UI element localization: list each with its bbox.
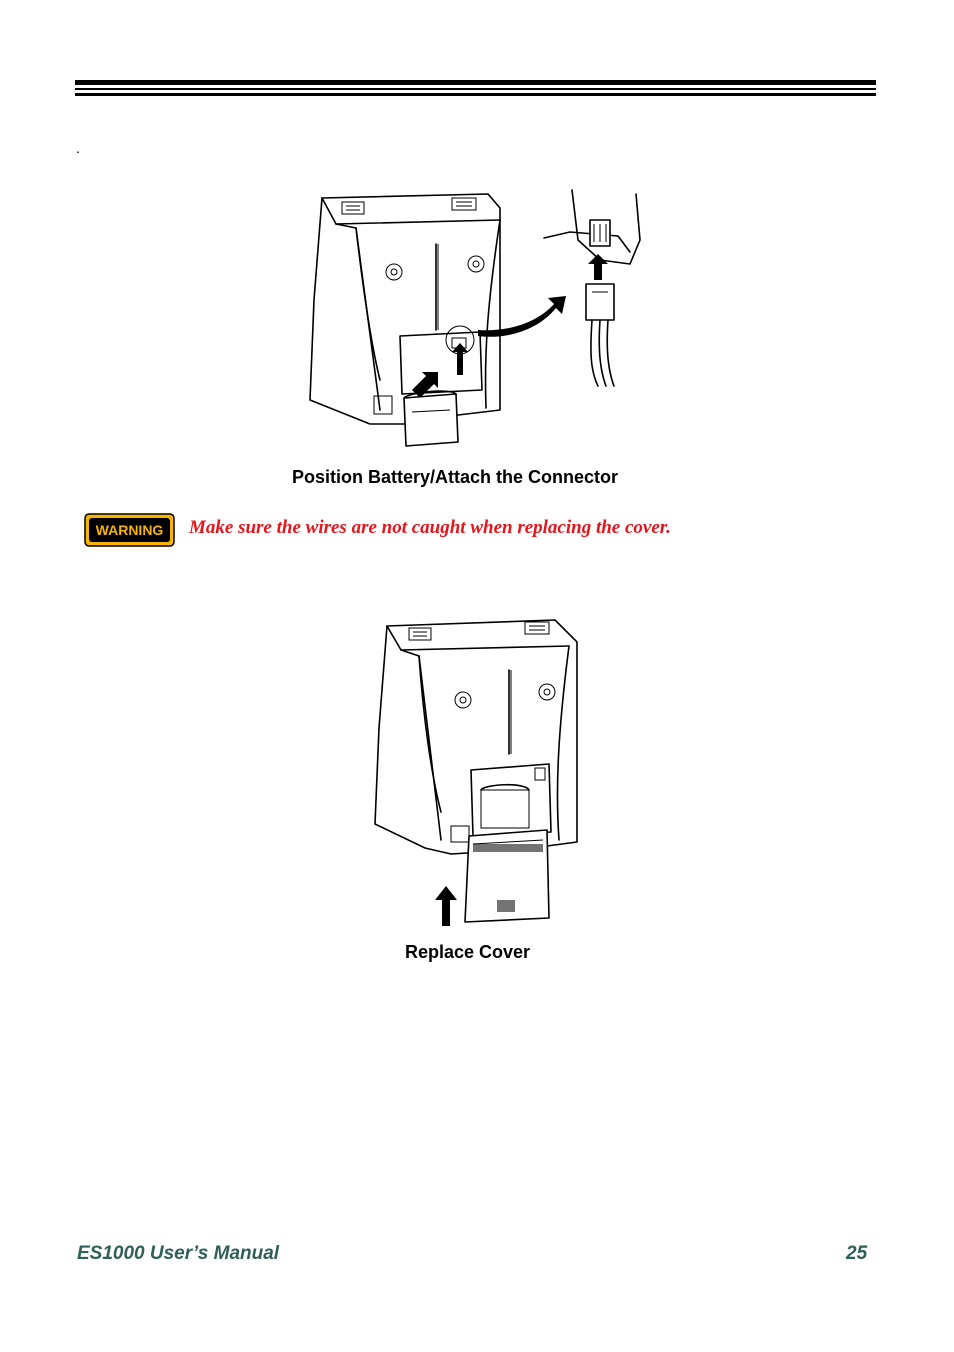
stray-mark: .: [76, 140, 80, 156]
footer-manual-title: ES1000 User’s Manual: [77, 1243, 280, 1264]
figure1-caption: Position Battery/Attach the Connector: [292, 467, 619, 487]
warning-message: Make sure the wires are not caught when replacing the cover.: [189, 517, 671, 538]
header-rule-bottom: [75, 93, 876, 96]
battery-install-illustration: [300, 180, 660, 452]
header-rule-top: [75, 80, 876, 85]
replace-cover-illustration: [365, 604, 585, 934]
header-rule-middle: [75, 88, 876, 90]
warning-badge-label: WARNING: [95, 522, 164, 538]
footer-page-number: 25: [846, 1243, 868, 1264]
warning-badge: [84, 513, 175, 547]
figure2-caption: Replace Cover: [405, 942, 531, 962]
